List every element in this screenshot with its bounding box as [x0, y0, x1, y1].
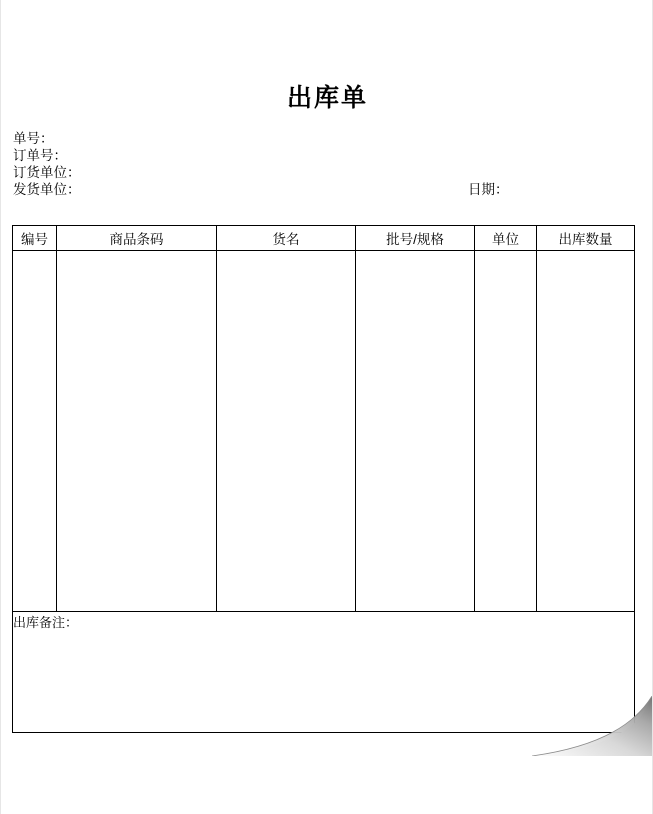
column-header-no: 编号: [13, 226, 57, 251]
field-row-shipping-unit: [13, 181, 633, 198]
page-title: 出库单: [286, 84, 368, 112]
cell-quantity[interactable]: [537, 251, 635, 612]
column-header-quantity: 出库数量: [537, 226, 635, 251]
field-label-ordering-unit: 订货单位：: [13, 165, 81, 180]
column-header-unit: 单位: [475, 226, 537, 251]
field-label-order-no: 单号：: [13, 131, 54, 146]
field-label-shipping-unit: 发货单位：: [13, 182, 81, 197]
column-header-goods-name: 货名: [217, 226, 356, 251]
table-header-row: [13, 226, 635, 251]
cell-unit[interactable]: [475, 251, 537, 612]
cell-goods-name[interactable]: [217, 251, 356, 612]
field-row-purchase-no: [13, 147, 633, 164]
field-row-order-no: [13, 130, 633, 147]
field-row-ordering-unit: [13, 164, 633, 181]
header-fields: [13, 130, 633, 198]
column-header-barcode: 商品条码: [57, 226, 217, 251]
remark-row: [13, 612, 635, 733]
remark-label[interactable]: 出库备注：: [13, 612, 635, 733]
column-header-batch-spec: 批号/规格: [356, 226, 475, 251]
field-label-purchase-no: 订单号：: [13, 148, 67, 163]
field-label-date: 日期：: [468, 182, 509, 197]
items-table: [12, 225, 635, 733]
cell-barcode[interactable]: [57, 251, 217, 612]
cell-no[interactable]: [13, 251, 57, 612]
table-row: [13, 251, 635, 612]
cell-batch-spec[interactable]: [356, 251, 475, 612]
